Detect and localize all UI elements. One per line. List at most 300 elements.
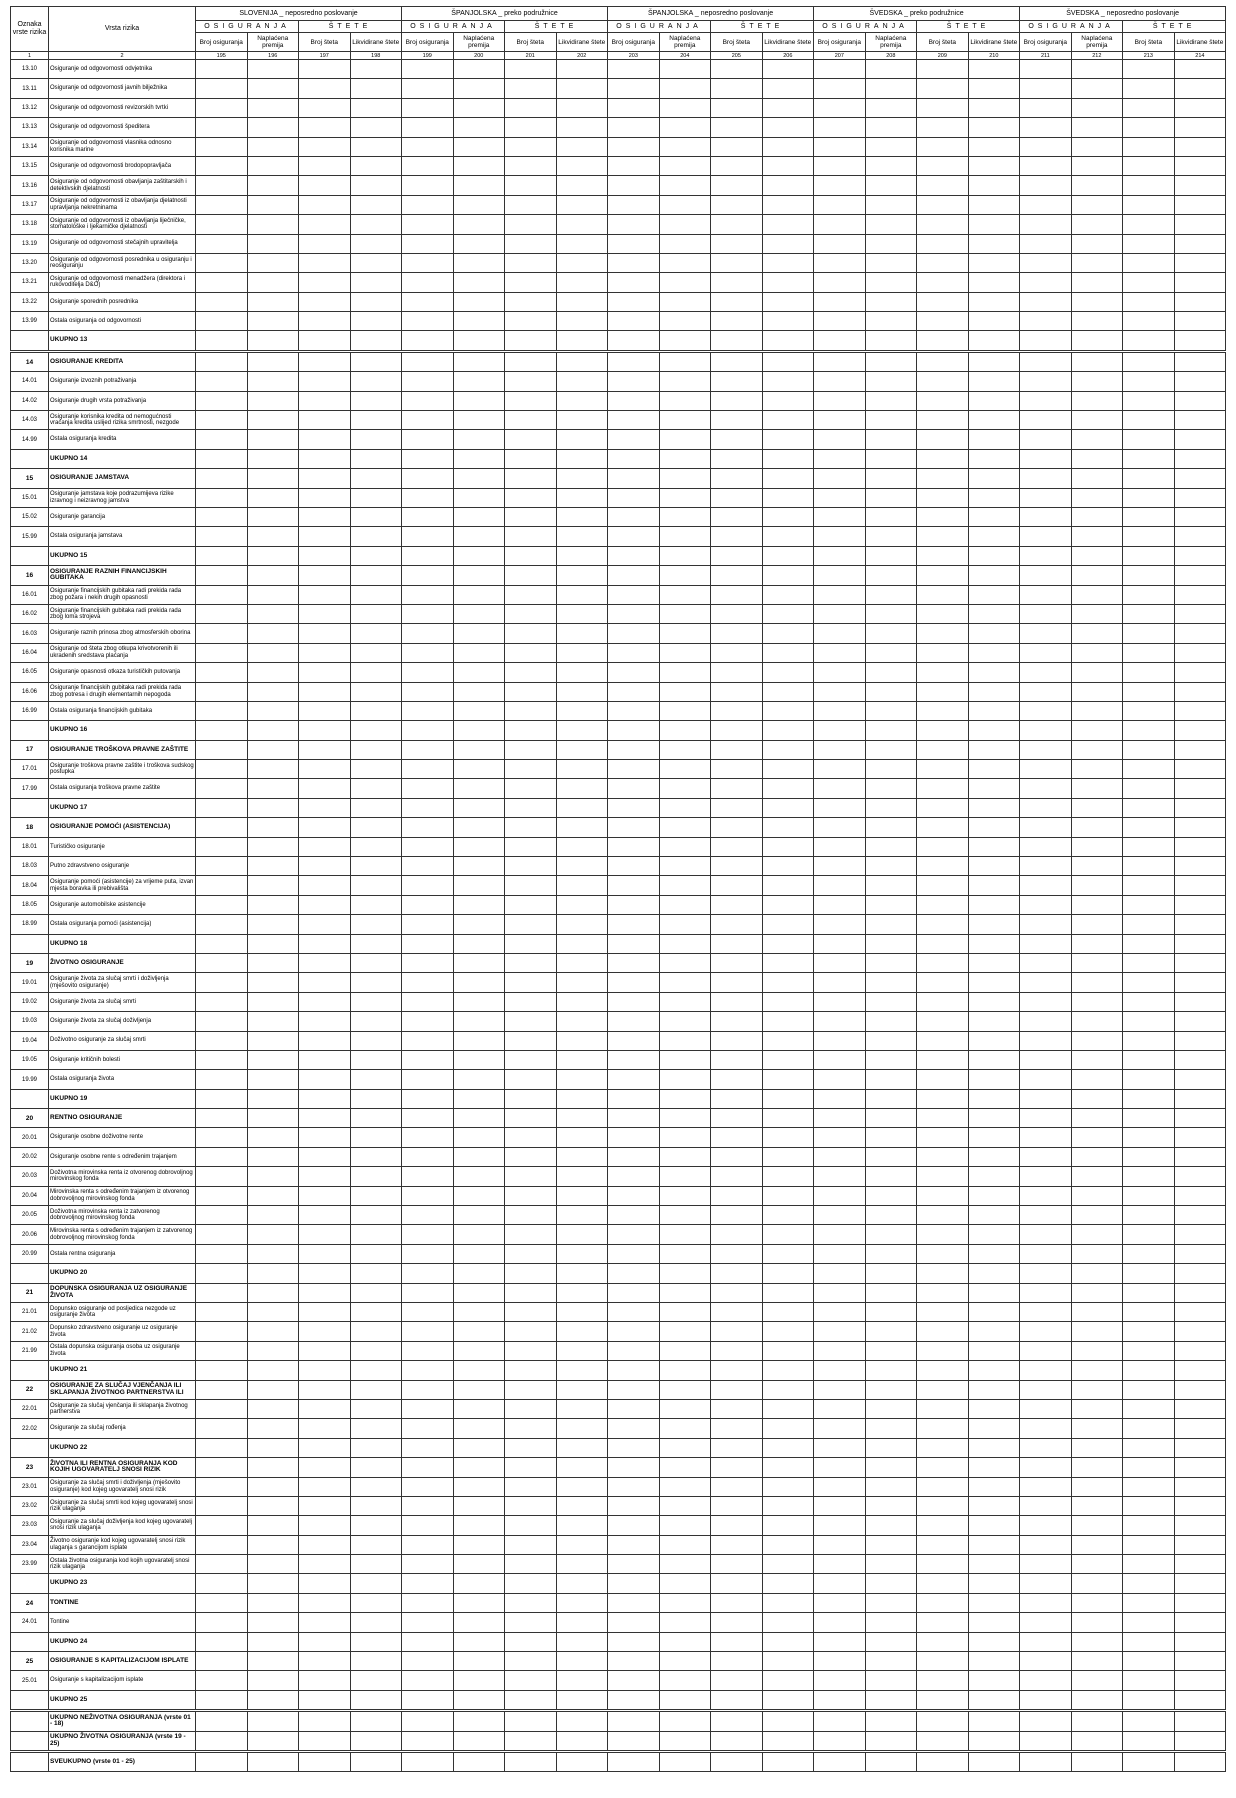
value-cell[interactable] [505, 1555, 557, 1574]
value-cell[interactable] [556, 137, 608, 156]
value-cell[interactable] [659, 215, 711, 234]
value-cell[interactable] [1123, 1283, 1175, 1302]
value-cell[interactable] [917, 1186, 969, 1205]
value-cell[interactable] [556, 1535, 608, 1554]
value-cell[interactable] [402, 372, 454, 391]
value-cell[interactable] [659, 1419, 711, 1438]
value-cell[interactable] [196, 1535, 248, 1554]
value-cell[interactable] [247, 430, 299, 449]
value-cell[interactable] [1071, 1303, 1123, 1322]
value-cell[interactable] [1174, 411, 1226, 430]
value-cell[interactable] [762, 779, 814, 798]
value-cell[interactable] [350, 585, 402, 604]
value-cell[interactable] [1123, 760, 1175, 779]
value-cell[interactable] [659, 1574, 711, 1593]
value-cell[interactable] [762, 643, 814, 662]
value-cell[interactable] [1071, 546, 1123, 565]
value-cell[interactable] [247, 760, 299, 779]
value-cell[interactable] [1020, 1535, 1072, 1554]
value-cell[interactable] [1071, 1186, 1123, 1205]
value-cell[interactable] [556, 1089, 608, 1108]
value-cell[interactable] [1174, 79, 1226, 98]
value-cell[interactable] [968, 1050, 1020, 1069]
value-cell[interactable] [659, 1264, 711, 1283]
value-cell[interactable] [299, 1399, 351, 1418]
value-cell[interactable] [762, 1690, 814, 1710]
value-cell[interactable] [505, 721, 557, 740]
value-cell[interactable] [350, 1128, 402, 1147]
value-cell[interactable] [608, 566, 660, 585]
value-cell[interactable] [247, 1089, 299, 1108]
value-cell[interactable] [556, 292, 608, 311]
value-cell[interactable] [556, 118, 608, 137]
value-cell[interactable] [453, 507, 505, 526]
value-cell[interactable] [196, 98, 248, 117]
value-cell[interactable] [402, 215, 454, 234]
value-cell[interactable] [917, 331, 969, 351]
value-cell[interactable] [865, 779, 917, 798]
value-cell[interactable] [917, 411, 969, 430]
value-cell[interactable] [968, 915, 1020, 934]
value-cell[interactable] [814, 469, 866, 488]
value-cell[interactable] [453, 1303, 505, 1322]
value-cell[interactable] [1071, 1380, 1123, 1399]
value-cell[interactable] [608, 215, 660, 234]
value-cell[interactable] [196, 857, 248, 876]
value-cell[interactable] [711, 1632, 763, 1651]
value-cell[interactable] [505, 992, 557, 1011]
value-cell[interactable] [505, 566, 557, 585]
value-cell[interactable] [505, 118, 557, 137]
value-cell[interactable] [917, 1206, 969, 1225]
value-cell[interactable] [556, 195, 608, 214]
value-cell[interactable] [814, 1419, 866, 1438]
value-cell[interactable] [556, 79, 608, 98]
value-cell[interactable] [659, 818, 711, 837]
value-cell[interactable] [917, 663, 969, 682]
value-cell[interactable] [299, 1419, 351, 1438]
value-cell[interactable] [247, 527, 299, 546]
value-cell[interactable] [556, 156, 608, 175]
value-cell[interactable] [505, 1593, 557, 1612]
value-cell[interactable] [1174, 215, 1226, 234]
value-cell[interactable] [968, 527, 1020, 546]
value-cell[interactable] [711, 1690, 763, 1710]
value-cell[interactable] [505, 1109, 557, 1128]
value-cell[interactable] [247, 1731, 299, 1751]
value-cell[interactable] [1020, 1419, 1072, 1438]
value-cell[interactable] [1174, 1751, 1226, 1771]
value-cell[interactable] [196, 234, 248, 253]
value-cell[interactable] [247, 915, 299, 934]
value-cell[interactable] [1071, 682, 1123, 701]
value-cell[interactable] [247, 1671, 299, 1690]
value-cell[interactable] [1123, 430, 1175, 449]
value-cell[interactable] [1071, 779, 1123, 798]
value-cell[interactable] [917, 1167, 969, 1186]
value-cell[interactable] [196, 331, 248, 351]
value-cell[interactable] [762, 1516, 814, 1535]
value-cell[interactable] [917, 1496, 969, 1515]
value-cell[interactable] [350, 488, 402, 507]
value-cell[interactable] [762, 682, 814, 701]
value-cell[interactable] [1174, 1167, 1226, 1186]
value-cell[interactable] [968, 234, 1020, 253]
value-cell[interactable] [1174, 372, 1226, 391]
value-cell[interactable] [1123, 1031, 1175, 1050]
value-cell[interactable] [865, 740, 917, 759]
value-cell[interactable] [350, 292, 402, 311]
value-cell[interactable] [1123, 973, 1175, 992]
value-cell[interactable] [350, 253, 402, 272]
value-cell[interactable] [1174, 273, 1226, 292]
value-cell[interactable] [247, 1632, 299, 1651]
value-cell[interactable] [659, 331, 711, 351]
value-cell[interactable] [453, 391, 505, 410]
value-cell[interactable] [1174, 1128, 1226, 1147]
value-cell[interactable] [1123, 312, 1175, 331]
value-cell[interactable] [711, 312, 763, 331]
value-cell[interactable] [556, 1167, 608, 1186]
value-cell[interactable] [402, 721, 454, 740]
value-cell[interactable] [814, 1167, 866, 1186]
value-cell[interactable] [196, 818, 248, 837]
value-cell[interactable] [659, 1186, 711, 1205]
value-cell[interactable] [917, 1419, 969, 1438]
value-cell[interactable] [1071, 1751, 1123, 1771]
value-cell[interactable] [1123, 1555, 1175, 1574]
value-cell[interactable] [968, 663, 1020, 682]
value-cell[interactable] [608, 1167, 660, 1186]
value-cell[interactable] [917, 818, 969, 837]
value-cell[interactable] [814, 292, 866, 311]
value-cell[interactable] [556, 740, 608, 759]
value-cell[interactable] [350, 1050, 402, 1069]
value-cell[interactable] [608, 1264, 660, 1283]
value-cell[interactable] [1123, 798, 1175, 817]
value-cell[interactable] [505, 1399, 557, 1418]
value-cell[interactable] [1174, 1012, 1226, 1031]
value-cell[interactable] [865, 546, 917, 565]
value-cell[interactable] [453, 1613, 505, 1632]
value-cell[interactable] [814, 156, 866, 175]
value-cell[interactable] [556, 1516, 608, 1535]
value-cell[interactable] [453, 1458, 505, 1477]
value-cell[interactable] [299, 779, 351, 798]
value-cell[interactable] [505, 701, 557, 720]
value-cell[interactable] [299, 973, 351, 992]
value-cell[interactable] [659, 1496, 711, 1515]
value-cell[interactable] [247, 779, 299, 798]
value-cell[interactable] [1123, 1671, 1175, 1690]
value-cell[interactable] [608, 176, 660, 195]
value-cell[interactable] [453, 604, 505, 623]
value-cell[interactable] [865, 1031, 917, 1050]
value-cell[interactable] [556, 351, 608, 371]
value-cell[interactable] [402, 779, 454, 798]
value-cell[interactable] [865, 1361, 917, 1380]
value-cell[interactable] [247, 1264, 299, 1283]
value-cell[interactable] [762, 253, 814, 272]
value-cell[interactable] [505, 1613, 557, 1632]
value-cell[interactable] [608, 682, 660, 701]
value-cell[interactable] [711, 137, 763, 156]
value-cell[interactable] [1123, 1458, 1175, 1477]
value-cell[interactable] [1071, 857, 1123, 876]
value-cell[interactable] [196, 1128, 248, 1147]
value-cell[interactable] [865, 215, 917, 234]
value-cell[interactable] [402, 1167, 454, 1186]
value-cell[interactable] [556, 760, 608, 779]
value-cell[interactable] [968, 973, 1020, 992]
value-cell[interactable] [1123, 79, 1175, 98]
value-cell[interactable] [1020, 1070, 1072, 1089]
value-cell[interactable] [814, 546, 866, 565]
value-cell[interactable] [196, 1711, 248, 1731]
value-cell[interactable] [968, 312, 1020, 331]
value-cell[interactable] [556, 1419, 608, 1438]
value-cell[interactable] [1071, 391, 1123, 410]
value-cell[interactable] [402, 1109, 454, 1128]
value-cell[interactable] [711, 1419, 763, 1438]
value-cell[interactable] [711, 1244, 763, 1263]
value-cell[interactable] [402, 391, 454, 410]
value-cell[interactable] [453, 1555, 505, 1574]
value-cell[interactable] [1020, 449, 1072, 468]
value-cell[interactable] [711, 1322, 763, 1341]
value-cell[interactable] [968, 740, 1020, 759]
value-cell[interactable] [350, 973, 402, 992]
value-cell[interactable] [1020, 1089, 1072, 1108]
value-cell[interactable] [814, 507, 866, 526]
value-cell[interactable] [659, 372, 711, 391]
value-cell[interactable] [350, 137, 402, 156]
value-cell[interactable] [659, 1361, 711, 1380]
value-cell[interactable] [453, 1012, 505, 1031]
value-cell[interactable] [917, 643, 969, 662]
value-cell[interactable] [402, 1438, 454, 1457]
value-cell[interactable] [608, 391, 660, 410]
value-cell[interactable] [1020, 604, 1072, 623]
value-cell[interactable] [659, 351, 711, 371]
value-cell[interactable] [402, 292, 454, 311]
value-cell[interactable] [299, 837, 351, 856]
value-cell[interactable] [556, 1652, 608, 1671]
value-cell[interactable] [968, 215, 1020, 234]
value-cell[interactable] [1174, 760, 1226, 779]
value-cell[interactable] [762, 1031, 814, 1050]
value-cell[interactable] [608, 1652, 660, 1671]
value-cell[interactable] [1020, 507, 1072, 526]
value-cell[interactable] [556, 1341, 608, 1360]
value-cell[interactable] [1071, 411, 1123, 430]
value-cell[interactable] [762, 837, 814, 856]
value-cell[interactable] [762, 1632, 814, 1651]
value-cell[interactable] [350, 1031, 402, 1050]
value-cell[interactable] [196, 895, 248, 914]
value-cell[interactable] [1174, 1613, 1226, 1632]
value-cell[interactable] [711, 721, 763, 740]
value-cell[interactable] [762, 79, 814, 98]
value-cell[interactable] [659, 934, 711, 953]
value-cell[interactable] [1123, 585, 1175, 604]
value-cell[interactable] [814, 430, 866, 449]
value-cell[interactable] [453, 118, 505, 137]
value-cell[interactable] [505, 411, 557, 430]
value-cell[interactable] [1123, 488, 1175, 507]
value-cell[interactable] [968, 798, 1020, 817]
value-cell[interactable] [968, 1380, 1020, 1399]
value-cell[interactable] [556, 253, 608, 272]
value-cell[interactable] [917, 527, 969, 546]
value-cell[interactable] [814, 1264, 866, 1283]
value-cell[interactable] [865, 992, 917, 1011]
value-cell[interactable] [505, 1167, 557, 1186]
value-cell[interactable] [1123, 527, 1175, 546]
value-cell[interactable] [1020, 176, 1072, 195]
value-cell[interactable] [968, 1244, 1020, 1263]
value-cell[interactable] [505, 798, 557, 817]
value-cell[interactable] [453, 331, 505, 351]
value-cell[interactable] [608, 449, 660, 468]
value-cell[interactable] [299, 760, 351, 779]
value-cell[interactable] [299, 215, 351, 234]
value-cell[interactable] [968, 1322, 1020, 1341]
value-cell[interactable] [453, 215, 505, 234]
value-cell[interactable] [350, 1555, 402, 1574]
value-cell[interactable] [711, 1438, 763, 1457]
value-cell[interactable] [968, 992, 1020, 1011]
value-cell[interactable] [917, 915, 969, 934]
value-cell[interactable] [1123, 1632, 1175, 1651]
value-cell[interactable] [402, 507, 454, 526]
value-cell[interactable] [608, 1128, 660, 1147]
value-cell[interactable] [402, 1283, 454, 1302]
value-cell[interactable] [402, 1711, 454, 1731]
value-cell[interactable] [814, 1632, 866, 1651]
value-cell[interactable] [453, 292, 505, 311]
value-cell[interactable] [402, 1496, 454, 1515]
value-cell[interactable] [196, 1751, 248, 1771]
value-cell[interactable] [1174, 721, 1226, 740]
value-cell[interactable] [1174, 643, 1226, 662]
value-cell[interactable] [402, 1731, 454, 1751]
value-cell[interactable] [453, 372, 505, 391]
value-cell[interactable] [608, 1303, 660, 1322]
value-cell[interactable] [505, 79, 557, 98]
value-cell[interactable] [1071, 1109, 1123, 1128]
value-cell[interactable] [299, 1671, 351, 1690]
value-cell[interactable] [659, 643, 711, 662]
value-cell[interactable] [453, 1109, 505, 1128]
value-cell[interactable] [247, 798, 299, 817]
value-cell[interactable] [711, 973, 763, 992]
value-cell[interactable] [196, 1690, 248, 1710]
value-cell[interactable] [762, 973, 814, 992]
value-cell[interactable] [1174, 1574, 1226, 1593]
value-cell[interactable] [299, 156, 351, 175]
value-cell[interactable] [196, 1671, 248, 1690]
value-cell[interactable] [1020, 430, 1072, 449]
value-cell[interactable] [1020, 953, 1072, 972]
value-cell[interactable] [505, 934, 557, 953]
value-cell[interactable] [196, 760, 248, 779]
value-cell[interactable] [556, 663, 608, 682]
value-cell[interactable] [865, 1244, 917, 1263]
value-cell[interactable] [1071, 195, 1123, 214]
value-cell[interactable] [247, 1283, 299, 1302]
value-cell[interactable] [1071, 1671, 1123, 1690]
value-cell[interactable] [1071, 663, 1123, 682]
value-cell[interactable] [1123, 469, 1175, 488]
value-cell[interactable] [865, 1283, 917, 1302]
value-cell[interactable] [299, 1225, 351, 1244]
value-cell[interactable] [1123, 98, 1175, 117]
value-cell[interactable] [1071, 1128, 1123, 1147]
value-cell[interactable] [556, 682, 608, 701]
value-cell[interactable] [659, 1731, 711, 1751]
value-cell[interactable] [865, 118, 917, 137]
value-cell[interactable] [350, 643, 402, 662]
value-cell[interactable] [556, 1109, 608, 1128]
value-cell[interactable] [299, 98, 351, 117]
value-cell[interactable] [299, 292, 351, 311]
value-cell[interactable] [659, 273, 711, 292]
value-cell[interactable] [917, 507, 969, 526]
value-cell[interactable] [247, 1458, 299, 1477]
value-cell[interactable] [247, 1711, 299, 1731]
value-cell[interactable] [453, 682, 505, 701]
value-cell[interactable] [659, 1283, 711, 1302]
value-cell[interactable] [865, 292, 917, 311]
value-cell[interactable] [196, 1438, 248, 1457]
value-cell[interactable] [453, 1089, 505, 1108]
value-cell[interactable] [762, 818, 814, 837]
value-cell[interactable] [505, 1652, 557, 1671]
value-cell[interactable] [608, 546, 660, 565]
value-cell[interactable] [247, 60, 299, 79]
value-cell[interactable] [196, 1652, 248, 1671]
value-cell[interactable] [762, 215, 814, 234]
value-cell[interactable] [814, 992, 866, 1011]
value-cell[interactable] [865, 98, 917, 117]
value-cell[interactable] [505, 1244, 557, 1263]
value-cell[interactable] [299, 876, 351, 895]
value-cell[interactable] [865, 1690, 917, 1710]
value-cell[interactable] [865, 391, 917, 410]
value-cell[interactable] [917, 1613, 969, 1632]
value-cell[interactable] [711, 624, 763, 643]
value-cell[interactable] [814, 79, 866, 98]
value-cell[interactable] [762, 1244, 814, 1263]
value-cell[interactable] [402, 682, 454, 701]
value-cell[interactable] [814, 1516, 866, 1535]
value-cell[interactable] [1071, 273, 1123, 292]
value-cell[interactable] [711, 1711, 763, 1731]
value-cell[interactable] [968, 1186, 1020, 1205]
value-cell[interactable] [659, 546, 711, 565]
value-cell[interactable] [865, 566, 917, 585]
value-cell[interactable] [1174, 624, 1226, 643]
value-cell[interactable] [968, 1419, 1020, 1438]
value-cell[interactable] [196, 60, 248, 79]
value-cell[interactable] [1123, 1089, 1175, 1108]
value-cell[interactable] [917, 137, 969, 156]
value-cell[interactable] [917, 449, 969, 468]
value-cell[interactable] [659, 253, 711, 272]
value-cell[interactable] [814, 876, 866, 895]
value-cell[interactable] [865, 1380, 917, 1399]
